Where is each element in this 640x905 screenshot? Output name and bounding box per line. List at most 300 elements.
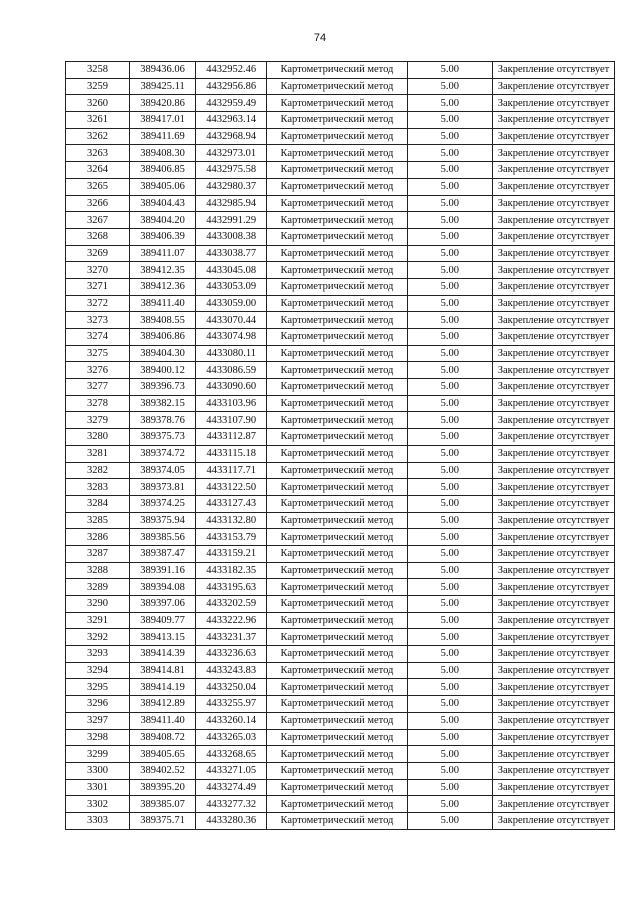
method-cell: Картометрический метод <box>267 128 407 145</box>
fixing-description-cell: Закрепление отсутствует <box>492 579 614 596</box>
point-number-cell: 3301 <box>66 779 130 796</box>
point-number-cell: 3275 <box>66 345 130 362</box>
table-row <box>66 245 615 262</box>
table-row <box>66 345 615 362</box>
y-coordinate-cell: 4433195.63 <box>196 579 267 596</box>
point-number-cell: 3299 <box>66 746 130 763</box>
method-cell: Картометрический метод <box>267 362 407 379</box>
y-coordinate-cell: 4433038.77 <box>196 245 267 262</box>
table-row <box>66 78 615 95</box>
point-number-cell: 3284 <box>66 495 130 512</box>
y-coordinate-cell: 4433008.38 <box>196 228 267 245</box>
fixing-description-cell: Закрепление отсутствует <box>492 679 614 696</box>
fixing-description-cell: Закрепление отсутствует <box>492 262 614 279</box>
x-coordinate-cell: 389436.06 <box>130 62 196 79</box>
fixing-description-cell: Закрепление отсутствует <box>492 395 614 412</box>
table-row <box>66 596 615 613</box>
point-number-cell: 3280 <box>66 429 130 446</box>
fixing-description-cell: Закрепление отсутствует <box>492 796 614 813</box>
fixing-description-cell: Закрепление отсутствует <box>492 95 614 112</box>
point-number-cell: 3267 <box>66 212 130 229</box>
method-cell: Картометрический метод <box>267 195 407 212</box>
accuracy-cell: 5.00 <box>407 596 492 613</box>
y-coordinate-cell: 4433159.21 <box>196 545 267 562</box>
accuracy-cell: 5.00 <box>407 562 492 579</box>
accuracy-cell: 5.00 <box>407 746 492 763</box>
accuracy-cell: 5.00 <box>407 762 492 779</box>
accuracy-cell: 5.00 <box>407 312 492 329</box>
method-cell: Картометрический метод <box>267 545 407 562</box>
y-coordinate-cell: 4433271.05 <box>196 762 267 779</box>
x-coordinate-cell: 389375.71 <box>130 812 196 829</box>
method-cell: Картометрический метод <box>267 178 407 195</box>
method-cell: Картометрический метод <box>267 429 407 446</box>
accuracy-cell: 5.00 <box>407 379 492 396</box>
fixing-description-cell: Закрепление отсутствует <box>492 62 614 79</box>
accuracy-cell: 5.00 <box>407 662 492 679</box>
table-row <box>66 562 615 579</box>
point-number-cell: 3259 <box>66 78 130 95</box>
table-row <box>66 529 615 546</box>
table-row <box>66 295 615 312</box>
fixing-description-cell: Закрепление отсутствует <box>492 145 614 162</box>
point-number-cell: 3272 <box>66 295 130 312</box>
point-number-cell: 3260 <box>66 95 130 112</box>
accuracy-cell: 5.00 <box>407 295 492 312</box>
table-row <box>66 162 615 179</box>
x-coordinate-cell: 389420.86 <box>130 95 196 112</box>
y-coordinate-cell: 4433053.09 <box>196 278 267 295</box>
point-number-cell: 3285 <box>66 512 130 529</box>
table-row <box>66 312 615 329</box>
method-cell: Картометрический метод <box>267 495 407 512</box>
table-row <box>66 545 615 562</box>
x-coordinate-cell: 389413.15 <box>130 629 196 646</box>
table-row <box>66 412 615 429</box>
y-coordinate-cell: 4432985.94 <box>196 195 267 212</box>
x-coordinate-cell: 389385.56 <box>130 529 196 546</box>
y-coordinate-cell: 4433112.87 <box>196 429 267 446</box>
method-cell: Картометрический метод <box>267 796 407 813</box>
fixing-description-cell: Закрепление отсутствует <box>492 712 614 729</box>
table-row <box>66 646 615 663</box>
fixing-description-cell: Закрепление отсутствует <box>492 612 614 629</box>
table-row <box>66 212 615 229</box>
y-coordinate-cell: 4433153.79 <box>196 529 267 546</box>
y-coordinate-cell: 4433255.97 <box>196 696 267 713</box>
table-row <box>66 696 615 713</box>
x-coordinate-cell: 389406.85 <box>130 162 196 179</box>
point-number-cell: 3291 <box>66 612 130 629</box>
x-coordinate-cell: 389374.72 <box>130 445 196 462</box>
table-row <box>66 712 615 729</box>
fixing-description-cell: Закрепление отсутствует <box>492 762 614 779</box>
table-row <box>66 796 615 813</box>
fixing-description-cell: Закрепление отсутствует <box>492 362 614 379</box>
y-coordinate-cell: 4433117.71 <box>196 462 267 479</box>
table-row <box>66 145 615 162</box>
y-coordinate-cell: 4433086.59 <box>196 362 267 379</box>
accuracy-cell: 5.00 <box>407 128 492 145</box>
y-coordinate-cell: 4433277.32 <box>196 796 267 813</box>
accuracy-cell: 5.00 <box>407 629 492 646</box>
x-coordinate-cell: 389382.15 <box>130 395 196 412</box>
point-number-cell: 3274 <box>66 329 130 346</box>
accuracy-cell: 5.00 <box>407 579 492 596</box>
x-coordinate-cell: 389405.65 <box>130 746 196 763</box>
fixing-description-cell: Закрепление отсутствует <box>492 178 614 195</box>
y-coordinate-cell: 4433122.50 <box>196 479 267 496</box>
accuracy-cell: 5.00 <box>407 412 492 429</box>
point-number-cell: 3296 <box>66 696 130 713</box>
accuracy-cell: 5.00 <box>407 162 492 179</box>
x-coordinate-cell: 389375.94 <box>130 512 196 529</box>
accuracy-cell: 5.00 <box>407 78 492 95</box>
table-row <box>66 395 615 412</box>
y-coordinate-cell: 4433070.44 <box>196 312 267 329</box>
method-cell: Картометрический метод <box>267 95 407 112</box>
accuracy-cell: 5.00 <box>407 245 492 262</box>
x-coordinate-cell: 389409.77 <box>130 612 196 629</box>
accuracy-cell: 5.00 <box>407 62 492 79</box>
x-coordinate-cell: 389412.36 <box>130 278 196 295</box>
fixing-description-cell: Закрепление отсутствует <box>492 812 614 829</box>
x-coordinate-cell: 389404.30 <box>130 345 196 362</box>
method-cell: Картометрический метод <box>267 646 407 663</box>
method-cell: Картометрический метод <box>267 312 407 329</box>
method-cell: Картометрический метод <box>267 629 407 646</box>
y-coordinate-cell: 4432959.49 <box>196 95 267 112</box>
point-number-cell: 3263 <box>66 145 130 162</box>
x-coordinate-cell: 389374.25 <box>130 495 196 512</box>
accuracy-cell: 5.00 <box>407 479 492 496</box>
point-number-cell: 3290 <box>66 596 130 613</box>
y-coordinate-cell: 4433115.18 <box>196 445 267 462</box>
method-cell: Картометрический метод <box>267 412 407 429</box>
y-coordinate-cell: 4433236.63 <box>196 646 267 663</box>
table-row <box>66 228 615 245</box>
fixing-description-cell: Закрепление отсутствует <box>492 112 614 129</box>
y-coordinate-cell: 4433059.00 <box>196 295 267 312</box>
x-coordinate-cell: 389411.40 <box>130 712 196 729</box>
y-coordinate-cell: 4433265.03 <box>196 729 267 746</box>
y-coordinate-cell: 4433250.04 <box>196 679 267 696</box>
y-coordinate-cell: 4432963.14 <box>196 112 267 129</box>
method-cell: Картометрический метод <box>267 679 407 696</box>
x-coordinate-cell: 389375.73 <box>130 429 196 446</box>
accuracy-cell: 5.00 <box>407 646 492 663</box>
fixing-description-cell: Закрепление отсутствует <box>492 128 614 145</box>
fixing-description-cell: Закрепление отсутствует <box>492 429 614 446</box>
table-row <box>66 178 615 195</box>
x-coordinate-cell: 389411.40 <box>130 295 196 312</box>
x-coordinate-cell: 389373.81 <box>130 479 196 496</box>
y-coordinate-cell: 4433202.59 <box>196 596 267 613</box>
table-row <box>66 195 615 212</box>
point-number-cell: 3268 <box>66 228 130 245</box>
fixing-description-cell: Закрепление отсутствует <box>492 729 614 746</box>
fixing-description-cell: Закрепление отсутствует <box>492 212 614 229</box>
accuracy-cell: 5.00 <box>407 796 492 813</box>
table-row <box>66 679 615 696</box>
method-cell: Картометрический метод <box>267 479 407 496</box>
table-row <box>66 479 615 496</box>
y-coordinate-cell: 4432956.86 <box>196 78 267 95</box>
x-coordinate-cell: 389395.20 <box>130 779 196 796</box>
table-row <box>66 512 615 529</box>
x-coordinate-cell: 389414.81 <box>130 662 196 679</box>
fixing-description-cell: Закрепление отсутствует <box>492 195 614 212</box>
accuracy-cell: 5.00 <box>407 512 492 529</box>
method-cell: Картометрический метод <box>267 746 407 763</box>
fixing-description-cell: Закрепление отсутствует <box>492 278 614 295</box>
x-coordinate-cell: 389406.39 <box>130 228 196 245</box>
method-cell: Картометрический метод <box>267 612 407 629</box>
fixing-description-cell: Закрепление отсутствует <box>492 462 614 479</box>
fixing-description-cell: Закрепление отсутствует <box>492 245 614 262</box>
point-number-cell: 3288 <box>66 562 130 579</box>
method-cell: Картометрический метод <box>267 212 407 229</box>
x-coordinate-cell: 389411.69 <box>130 128 196 145</box>
accuracy-cell: 5.00 <box>407 529 492 546</box>
method-cell: Картометрический метод <box>267 145 407 162</box>
method-cell: Картометрический метод <box>267 596 407 613</box>
point-number-cell: 3258 <box>66 62 130 79</box>
accuracy-cell: 5.00 <box>407 729 492 746</box>
x-coordinate-cell: 389374.05 <box>130 462 196 479</box>
table-row <box>66 662 615 679</box>
accuracy-cell: 5.00 <box>407 679 492 696</box>
x-coordinate-cell: 389394.08 <box>130 579 196 596</box>
y-coordinate-cell: 4432975.58 <box>196 162 267 179</box>
table-row <box>66 262 615 279</box>
point-number-cell: 3302 <box>66 796 130 813</box>
x-coordinate-cell: 389391.16 <box>130 562 196 579</box>
point-number-cell: 3289 <box>66 579 130 596</box>
y-coordinate-cell: 4432973.01 <box>196 145 267 162</box>
table-row <box>66 445 615 462</box>
point-number-cell: 3266 <box>66 195 130 212</box>
method-cell: Картометрический метод <box>267 562 407 579</box>
fixing-description-cell: Закрепление отсутствует <box>492 596 614 613</box>
point-number-cell: 3262 <box>66 128 130 145</box>
point-number-cell: 3264 <box>66 162 130 179</box>
method-cell: Картометрический метод <box>267 579 407 596</box>
point-number-cell: 3276 <box>66 362 130 379</box>
method-cell: Картометрический метод <box>267 529 407 546</box>
point-number-cell: 3277 <box>66 379 130 396</box>
table-row <box>66 812 615 829</box>
table-row <box>66 329 615 346</box>
point-number-cell: 3298 <box>66 729 130 746</box>
accuracy-cell: 5.00 <box>407 212 492 229</box>
point-number-cell: 3265 <box>66 178 130 195</box>
method-cell: Картометрический метод <box>267 162 407 179</box>
y-coordinate-cell: 4433090.60 <box>196 379 267 396</box>
accuracy-cell: 5.00 <box>407 612 492 629</box>
fixing-description-cell: Закрепление отсутствует <box>492 295 614 312</box>
table-row <box>66 629 615 646</box>
x-coordinate-cell: 389387.47 <box>130 545 196 562</box>
x-coordinate-cell: 389417.01 <box>130 112 196 129</box>
accuracy-cell: 5.00 <box>407 112 492 129</box>
table-row <box>66 362 615 379</box>
x-coordinate-cell: 389408.72 <box>130 729 196 746</box>
x-coordinate-cell: 389406.86 <box>130 329 196 346</box>
fixing-description-cell: Закрепление отсутствует <box>492 329 614 346</box>
accuracy-cell: 5.00 <box>407 429 492 446</box>
y-coordinate-cell: 4432991.29 <box>196 212 267 229</box>
method-cell: Картометрический метод <box>267 462 407 479</box>
table-row <box>66 128 615 145</box>
coordinates-table <box>65 61 615 830</box>
fixing-description-cell: Закрепление отсутствует <box>492 662 614 679</box>
fixing-description-cell: Закрепление отсутствует <box>492 162 614 179</box>
method-cell: Картометрический метод <box>267 228 407 245</box>
x-coordinate-cell: 389404.43 <box>130 195 196 212</box>
x-coordinate-cell: 389402.52 <box>130 762 196 779</box>
x-coordinate-cell: 389385.07 <box>130 796 196 813</box>
accuracy-cell: 5.00 <box>407 395 492 412</box>
table-row <box>66 579 615 596</box>
point-number-cell: 3300 <box>66 762 130 779</box>
y-coordinate-cell: 4433260.14 <box>196 712 267 729</box>
fixing-description-cell: Закрепление отсутствует <box>492 696 614 713</box>
accuracy-cell: 5.00 <box>407 462 492 479</box>
fixing-description-cell: Закрепление отсутствует <box>492 512 614 529</box>
method-cell: Картометрический метод <box>267 329 407 346</box>
table-row <box>66 278 615 295</box>
accuracy-cell: 5.00 <box>407 712 492 729</box>
method-cell: Картометрический метод <box>267 445 407 462</box>
accuracy-cell: 5.00 <box>407 278 492 295</box>
table-row <box>66 729 615 746</box>
accuracy-cell: 5.00 <box>407 262 492 279</box>
x-coordinate-cell: 389396.73 <box>130 379 196 396</box>
accuracy-cell: 5.00 <box>407 178 492 195</box>
point-number-cell: 3294 <box>66 662 130 679</box>
y-coordinate-cell: 4433280.36 <box>196 812 267 829</box>
accuracy-cell: 5.00 <box>407 696 492 713</box>
point-number-cell: 3271 <box>66 278 130 295</box>
method-cell: Картометрический метод <box>267 112 407 129</box>
method-cell: Картометрический метод <box>267 379 407 396</box>
accuracy-cell: 5.00 <box>407 145 492 162</box>
method-cell: Картометрический метод <box>267 395 407 412</box>
y-coordinate-cell: 4432968.94 <box>196 128 267 145</box>
fixing-description-cell: Закрепление отсутствует <box>492 545 614 562</box>
point-number-cell: 3279 <box>66 412 130 429</box>
method-cell: Картометрический метод <box>267 762 407 779</box>
x-coordinate-cell: 389397.06 <box>130 596 196 613</box>
y-coordinate-cell: 4433231.37 <box>196 629 267 646</box>
fixing-description-cell: Закрепление отсутствует <box>492 529 614 546</box>
point-number-cell: 3293 <box>66 646 130 663</box>
x-coordinate-cell: 389400.12 <box>130 362 196 379</box>
page-number: 74 <box>313 32 327 44</box>
fixing-description-cell: Закрепление отсутствует <box>492 562 614 579</box>
table-row <box>66 779 615 796</box>
y-coordinate-cell: 4433074.98 <box>196 329 267 346</box>
accuracy-cell: 5.00 <box>407 545 492 562</box>
y-coordinate-cell: 4433182.35 <box>196 562 267 579</box>
fixing-description-cell: Закрепление отсутствует <box>492 379 614 396</box>
y-coordinate-cell: 4433103.96 <box>196 395 267 412</box>
point-number-cell: 3273 <box>66 312 130 329</box>
table-row <box>66 612 615 629</box>
method-cell: Картометрический метод <box>267 512 407 529</box>
x-coordinate-cell: 389408.55 <box>130 312 196 329</box>
x-coordinate-cell: 389412.89 <box>130 696 196 713</box>
y-coordinate-cell: 4432980.37 <box>196 178 267 195</box>
point-number-cell: 3297 <box>66 712 130 729</box>
x-coordinate-cell: 389414.39 <box>130 646 196 663</box>
y-coordinate-cell: 4432952.46 <box>196 62 267 79</box>
method-cell: Картометрический метод <box>267 262 407 279</box>
method-cell: Картометрический метод <box>267 712 407 729</box>
accuracy-cell: 5.00 <box>407 95 492 112</box>
y-coordinate-cell: 4433080.11 <box>196 345 267 362</box>
x-coordinate-cell: 389378.76 <box>130 412 196 429</box>
fixing-description-cell: Закрепление отсутствует <box>492 312 614 329</box>
fixing-description-cell: Закрепление отсутствует <box>492 445 614 462</box>
y-coordinate-cell: 4433222.96 <box>196 612 267 629</box>
method-cell: Картометрический метод <box>267 696 407 713</box>
method-cell: Картометрический метод <box>267 278 407 295</box>
method-cell: Картометрический метод <box>267 812 407 829</box>
point-number-cell: 3269 <box>66 245 130 262</box>
fixing-description-cell: Закрепление отсутствует <box>492 78 614 95</box>
table-row <box>66 429 615 446</box>
accuracy-cell: 5.00 <box>407 779 492 796</box>
accuracy-cell: 5.00 <box>407 228 492 245</box>
fixing-description-cell: Закрепление отсутствует <box>492 495 614 512</box>
method-cell: Картометрический метод <box>267 78 407 95</box>
point-number-cell: 3278 <box>66 395 130 412</box>
x-coordinate-cell: 389408.30 <box>130 145 196 162</box>
accuracy-cell: 5.00 <box>407 362 492 379</box>
accuracy-cell: 5.00 <box>407 329 492 346</box>
point-number-cell: 3292 <box>66 629 130 646</box>
y-coordinate-cell: 4433107.90 <box>196 412 267 429</box>
table-row <box>66 95 615 112</box>
coordinates-table-body <box>66 62 615 830</box>
fixing-description-cell: Закрепление отсутствует <box>492 646 614 663</box>
point-number-cell: 3261 <box>66 112 130 129</box>
x-coordinate-cell: 389404.20 <box>130 212 196 229</box>
method-cell: Картометрический метод <box>267 345 407 362</box>
method-cell: Картометрический метод <box>267 662 407 679</box>
y-coordinate-cell: 4433243.83 <box>196 662 267 679</box>
method-cell: Картометрический метод <box>267 779 407 796</box>
x-coordinate-cell: 389411.07 <box>130 245 196 262</box>
fixing-description-cell: Закрепление отсутствует <box>492 345 614 362</box>
x-coordinate-cell: 389412.35 <box>130 262 196 279</box>
accuracy-cell: 5.00 <box>407 345 492 362</box>
y-coordinate-cell: 4433268.65 <box>196 746 267 763</box>
point-number-cell: 3303 <box>66 812 130 829</box>
fixing-description-cell: Закрепление отсутствует <box>492 746 614 763</box>
y-coordinate-cell: 4433274.49 <box>196 779 267 796</box>
point-number-cell: 3282 <box>66 462 130 479</box>
x-coordinate-cell: 389425.11 <box>130 78 196 95</box>
method-cell: Картометрический метод <box>267 295 407 312</box>
accuracy-cell: 5.00 <box>407 812 492 829</box>
fixing-description-cell: Закрепление отсутствует <box>492 412 614 429</box>
table-row <box>66 462 615 479</box>
point-number-cell: 3283 <box>66 479 130 496</box>
x-coordinate-cell: 389405.06 <box>130 178 196 195</box>
